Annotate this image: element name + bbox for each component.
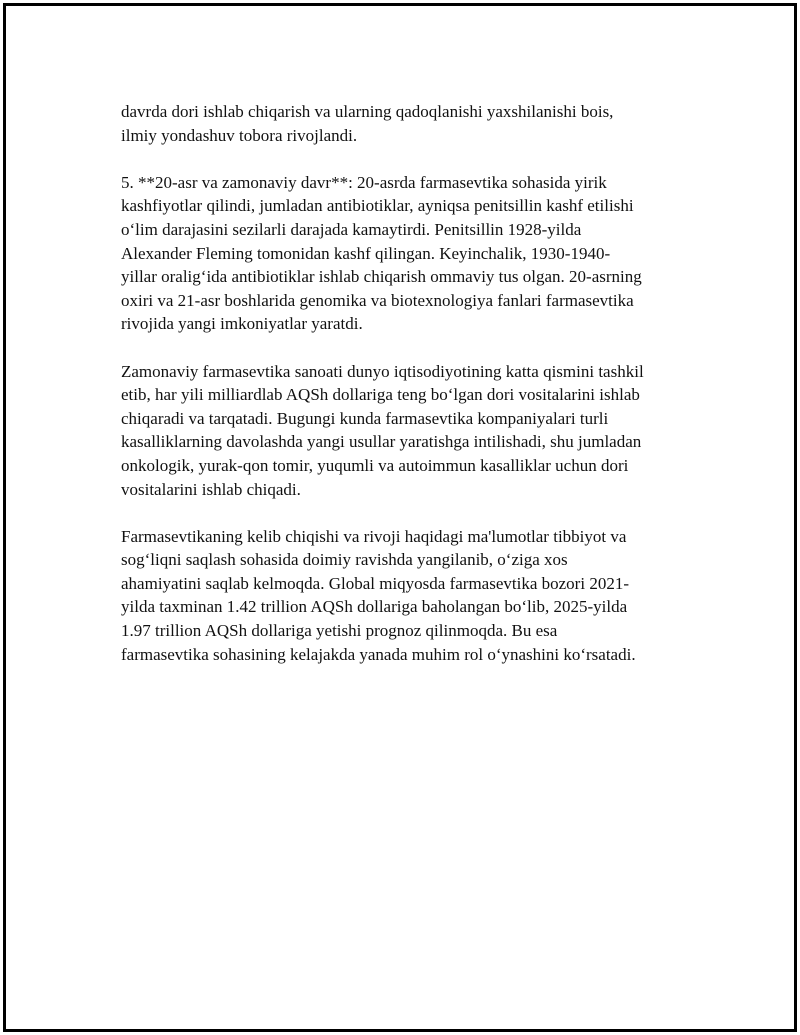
text-line: rivojida yangi imkoniyatlar yaratdi. xyxy=(121,314,363,334)
paragraph-2 xyxy=(121,171,701,336)
text-line: oxiri va 21-asr boshlarida genomika va biotexnologiya fanlari farmasevtika xyxy=(121,290,634,310)
text-line: Zamonaviy farmasevtika sanoati dunyo iqtisodiyotining katta qismini tashkil xyxy=(121,361,644,381)
text-line: 5. **20-asr va zamonaviy davr**: 20-asrda farmasevtika sohasida yirik xyxy=(121,172,607,192)
text-line: Farmasevtikaning kelib chiqishi va rivoji haqidagi ma'lumotlar tibbiyot va xyxy=(121,526,627,546)
text-line: yilda taxminan 1.42 trillion AQSh dollariga baholangan bo‘lib, 2025-yilda xyxy=(121,597,628,617)
text-line: vositalarini ishlab chiqadi. xyxy=(121,479,301,499)
paragraph-1 xyxy=(121,100,701,147)
text-line: chiqaradi va tarqatadi. Bugungi kunda farmasevtika kompaniyalari turli xyxy=(121,408,609,428)
text-line: kashfiyotlar qilindi, jumladan antibiotiklar, ayniqsa penitsillin kashf etilishi xyxy=(121,196,634,216)
document-body xyxy=(121,100,701,690)
text-line: etib, har yili milliardlab AQSh dollariga teng bo‘lgan dori vositalarini ishlab xyxy=(121,385,640,405)
text-line: sog‘liqni saqlash sohasida doimiy ravishda yangilanib, o‘ziga xos xyxy=(121,550,568,570)
text-line: ilmiy yondashuv tobora rivojlandi. xyxy=(121,125,358,145)
paragraph-4 xyxy=(121,525,701,667)
text-line: kasalliklarning davolashda yangi usullar yaratishga intilishadi, shu jumladan xyxy=(121,432,642,452)
text-line: yillar oralig‘ida antibiotiklar ishlab chiqarish ommaviy tus olgan. 20-asrning xyxy=(121,267,642,287)
text-line: ahamiyatini saqlab kelmoqda. Global miqyosda farmasevtika bozori 2021- xyxy=(121,573,629,593)
paragraph-3 xyxy=(121,360,701,502)
text-line: farmasevtika sohasining kelajakda yanada muhim rol o‘ynashini ko‘rsatadi. xyxy=(121,644,636,664)
text-line: davrda dori ishlab chiqarish va ularning qadoqlanishi yaxshilanishi bois, xyxy=(121,102,614,121)
text-line: o‘lim darajasini sezilarli darajada kamaytirdi. Penitsillin 1928-yilda xyxy=(121,219,582,239)
page-frame xyxy=(3,3,797,1032)
text-line: 1.97 trillion AQSh dollariga yetishi prognoz qilinmoqda. Bu esa xyxy=(121,621,558,641)
text-line: onkologik, yurak-qon tomir, yuqumli va autoimmun kasalliklar uchun dori xyxy=(121,455,629,475)
text-line: Alexander Fleming tomonidan kashf qilingan. Keyinchalik, 1930-1940- xyxy=(121,243,611,263)
